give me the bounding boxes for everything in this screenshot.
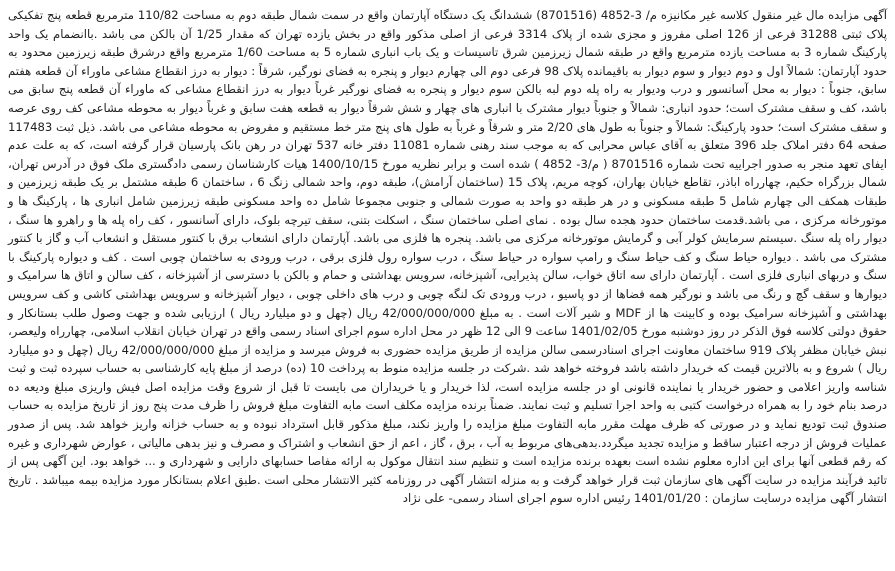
notice-body-text: آگهی مزایده مال غیر منقول کلاسه غیر مکانیزه م/ 3-4852 (8701516) ششدانگ یک دستگاه آپارتمان واقع در سمت شمال طبقه دوم به مساحت 110/82 مترمربع قطعه پنج تفکیکی پلاک ثبتی 31288 فرعی از 126 اصلی مفروز و مجزی شده از پلاک 3314 فرعی از اصلی مذکور واقع در بخش یازده تهران که مقدار 1/25 آن بالکن می باشد .باانضمام یک واحد پارکینگ شماره 3 به مساحت یازده مترمربع واقع در طبقه شمال زیرزمین شرق تاسیسات و یک باب انباری شماره 5 به مساحت 1/60 مترمربع واقع درشرق طبقه زیرزمین محدود به حدود آپارتمان: شمالاً اول و دوم دیوار و سوم دیوار به باقیمانده پلاک 98 فرعی دوم الی چهارم دیوار و پنجره به فضای نورگیر، شرقاً : دیوار به درز انقطاع مشاعی ماوراء آن قطعه هفتم سابق، جنوباً : دیوار به محل آسانسور و درب ودیوار به راه پله دوم لبه بالکن سوم دیوار و پنجره به فضای نورگیر غرباً دیوار به درز انقطاع مشاعی که ماوراء آن قطعه پنج سابق می باشد، کف و سقف مشترک است؛ حدود انباری: شمالاً و جنوباً دیوار مشترک با انباری های چهار و شش شرقاً دیوار به قطعه هفت سابق و غرباً دیوار به محوطه مشاعی کف روی عرصه و سقف مشترک است؛ حدود پارکینگ: شمالاً و جنوباً به طول های 2/20 متر و شرقاً و غرباً به طول های پنج متر خط مستقیم و مفروض به محوطه مشاعی می باشد. ذیل ثبت 117483 صفحه 64 دفتر املاک جلد 396 متعلق به آقای عباس محرابی که به موجب سند رهنی شماره 11081 دفتر خانه 537 تهران در رهن بانک پارسیان قرار گرفته است، که به علت عدم ایفای تعهد منجر به صدور اجراییه تحت شماره 8701516 ( م/3- 4852 ) شده است و برابر نظریه مورخ 1400/10/15 هیات کارشناسان رسمی دادگستری ملک فوق در آدرس تهران، شمال بزرگراه حکیم، چهارراه اباذر، تقاطع خیابان بهاران، کوچه مریم، پلاک 15 (ساختمان آرامش)، طبقه دوم، واحد شمالی زنگ 6 ، ساختمان 6 طبقه مشتمل بر یک طبقه زیرزمین و طبقات همکف الی چهارم شامل 5 طبقه مسکونی و در هر طبقه دو واحد به صورت شمالی و جنوبی مجموعا شامل ده واحد مسکونی طبقه زیرزمین شامل انباری ها ، پارکینگ ها و موتورخانه مرکزی ، می باشد.قدمت ساختمان حدود هجده سال بوده . نمای اصلی ساختمان سنگ ، اسکلت بتنی، سقف تیرچه بلوک، دارای آسانسور ، کف راه پله ها و راهرو ها سنگ ، دیوار راه پله سنگ .سیستم سرمایش کولر آبی و گرمایش موتورخانه مرکزی می باشد. پنجره ها فلزی می باشد. آپارتمان دارای انشعاب برق با کنتور مستقل و انشعاب آب و گاز با کنتور مشترک می باشد . دیواره حیاط سنگ و کف حیاط سنگ و رامپ سواره در حیاط سنگ ، درب سواره رول فلزی برقی ، درب ورودی به ساختمان چوبی است . کف و دیواره پارکینگ با سنگ و دربهای انباری فلزی است . آپارتمان دارای سه اتاق خواب، سالن پذیرایی، آشپزخانه، سرویس بهداشتی و حمام و بالکن با دسترسی از آشپزخانه ، کف سالن و اتاق ها سرامیک و دیوارها و سقف گچ و رنگ می باشد و نورگیر همه فضاها از دو پاسیو ، درب ورودی تک لنگه چوبی و درب های داخلی چوبی ، دیوار آشپزخانه و سرویس بهداشتی کاشی و کف سرویس بهداشتی و آشپزخانه سرامیک بوده و کابینت ها از MDF و شیر آلات است . به مبلغ 42/000/000/000 ریال (چهل و دو میلیارد ریال ) ارزیابی شده و جهت وصول طلب بستانکار و حقوق دولتی کلاسه فوق الذکر در روز دوشنبه مورخ 1401/02/05 ساعت 9 الی 12 ظهر در محل اداره سوم اجرای اسناد رسمی واقع در تهران خیابان انقلاب اسلامی، چهارراه ولیعصر، نبش خیابان مظفر پلاک 919 ساختمان معاونت اجرای اسنادرسمی سالن مزایده از طریق مزایده حضوری به فروش میرسد و مزایده از مبلغ 42/000/000/000 ریال (چهل و دو میلیارد ریال ) شروع و به بالاترین قیمت که خریدار داشته باشد فروخته خواهد شد .شرکت در جلسه مزایده منوط به پرداخت 10 (ده) درصد از مبلغ پایه کارشناسی به حساب سپرده ثبت و ثبت شناسه واریز اعلامی و حضور خریدار یا نماینده قانونی او در جلسه مزایده است، لذا خریدار و یا خریداران می بایست تا قبل از شروع وقت مزایده اصل فیش واریزی مبلغ ودیعه ده درصد بنام خود را به همراه درخواست کتبی به واحد اجرا تسلیم و ثبت نمایند. ضمناً برنده مزایده مکلف است مابه التفاوت مبلغ فروش را ظرف مدت پنج روز از تاریخ مزایده به حساب صندوق ثبت تودیع نماید و در صورتی که ظرف مهلت مقرر مابه التفاوت مبلغ مزایده را واریز نکند، مبلغ مذکور قابل استرداد نبوده و به حساب خزانه واریز خواهد شد. پس از صدور عملیات فروش از درجه اعتبار ساقط و مزایده تجدید میگردد.بدهی‌های مربوط به آب ، برق ، گاز ، اعم از حق انشعاب و اشتراک و مصرف و نیز بدهی مالیاتی ، عوارض شهرداری و غیره که رقم قطعی آنها برای این اداره معلوم نشده است بعهده برنده مزایده است و تنظیم سند انتقال موکول به ارائه مفاصا حسابهای دارایی و شهرداری و ... خواهد بود. این آگهی پس از تائید فرآیند مزایده در سایت آگهی های سازمان ثبت قرار خواهد گرفت و به منزله انتشار آگهی در روزنامه کثیر الانتشار محلی است .طبق اعلام بستانکار مورد مزایده بیمه میباشد . تاریخ انتشار آگهی مزایده درسایت سازمان : 1401/01/20 رئیس اداره سوم اجرای اسناد رسمی- علی نژاد [8, 8, 887, 506]
